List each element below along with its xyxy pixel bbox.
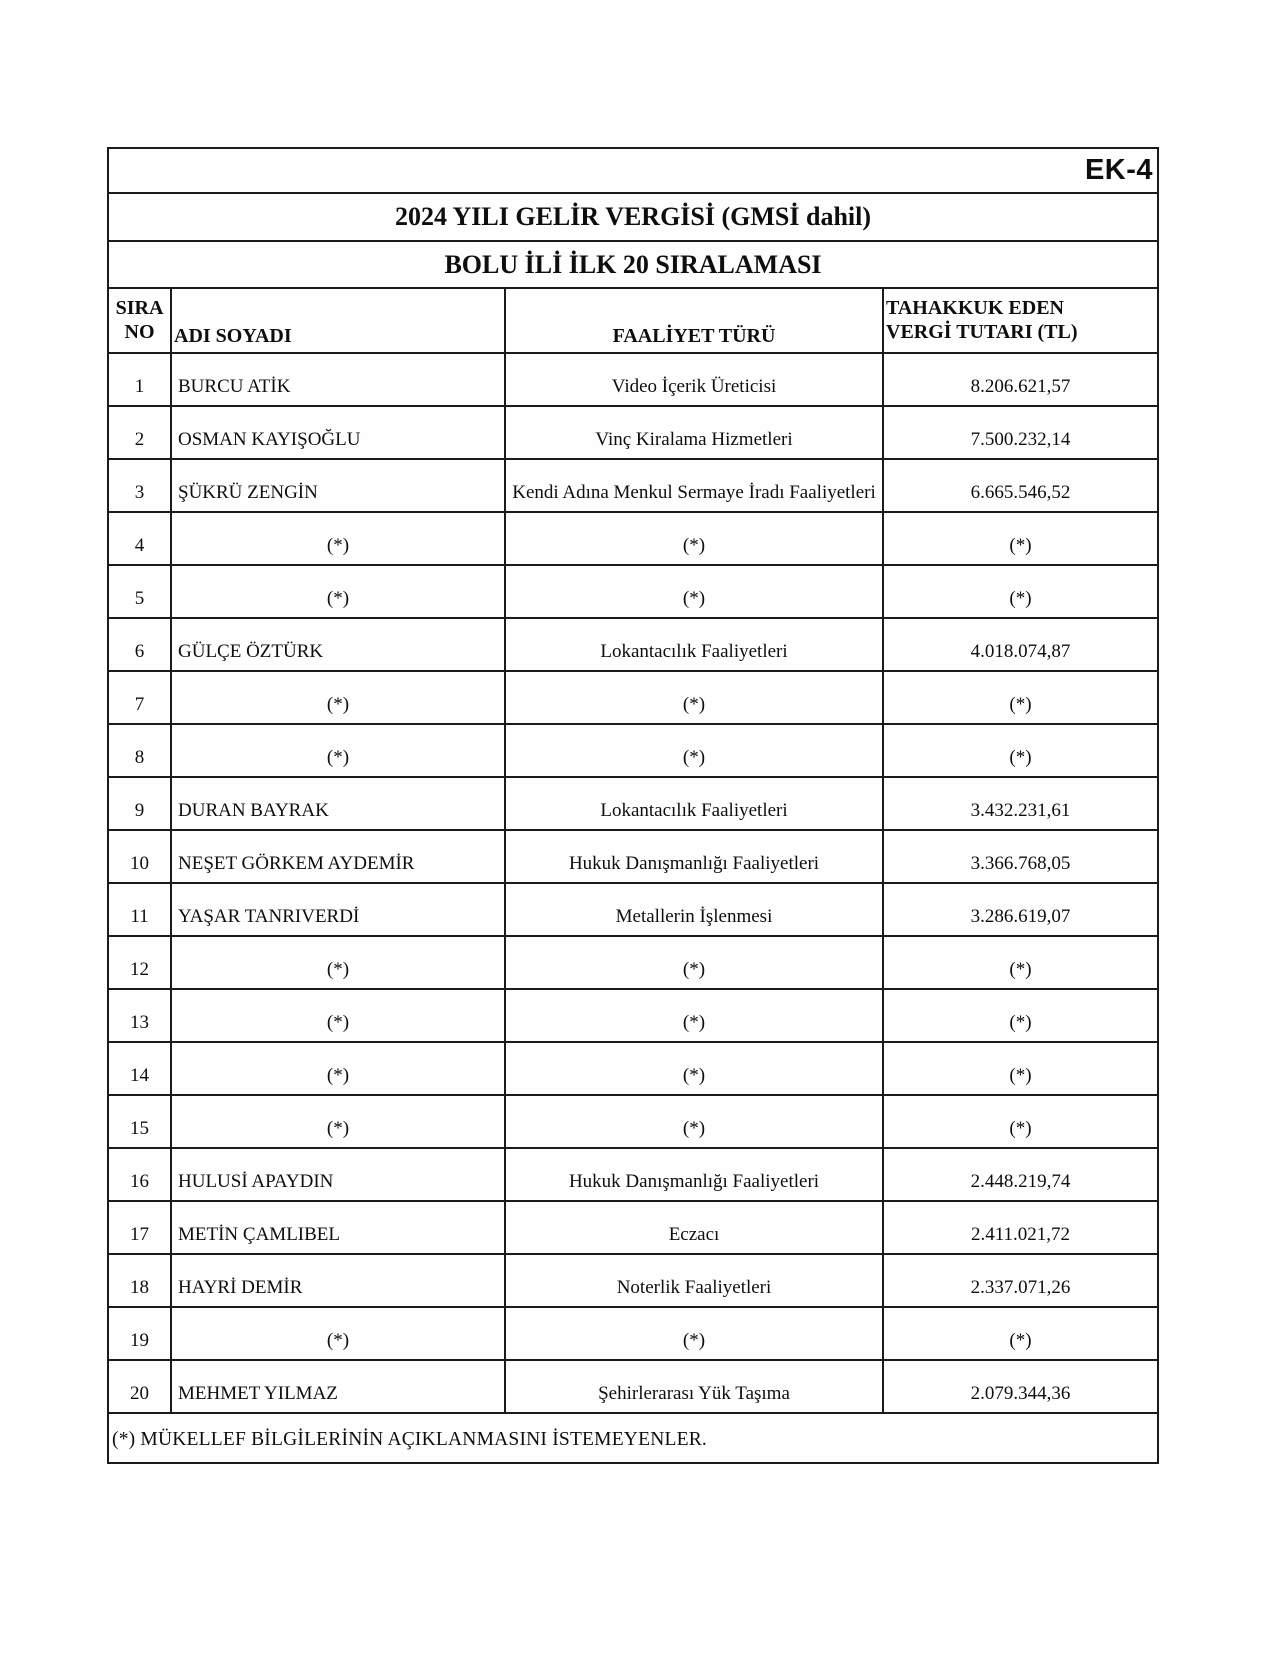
rank-cell: 12 (108, 936, 171, 989)
name-cell: METİN ÇAMLIBEL (171, 1201, 505, 1254)
activity-cell: (*) (505, 724, 883, 777)
rank-cell: 14 (108, 1042, 171, 1095)
column-header-adi-soyadi: ADI SOYADI (171, 288, 505, 353)
name-cell: (*) (171, 1042, 505, 1095)
rank-cell: 18 (108, 1254, 171, 1307)
table-row (108, 512, 1158, 565)
name-cell: (*) (171, 565, 505, 618)
amount-cell: (*) (883, 671, 1158, 724)
amount-cell: (*) (883, 1095, 1158, 1148)
name-cell: (*) (171, 724, 505, 777)
rank-cell: 16 (108, 1148, 171, 1201)
activity-cell: (*) (505, 512, 883, 565)
column-header-sira-no-line2: NO (124, 320, 155, 343)
table-header-row (108, 288, 1158, 353)
column-header-faaliyet-turu: FAALİYET TÜRÜ (505, 288, 883, 353)
table-row (108, 1148, 1158, 1201)
name-cell: HULUSİ APAYDIN (171, 1148, 505, 1201)
column-header-vergi-tutari-line2: VERGİ TUTARI (TL) (886, 320, 1078, 343)
title-row (108, 193, 1158, 241)
column-header-sira-no-line1: SIRA (115, 296, 164, 319)
table-row (108, 618, 1158, 671)
column-header-vergi-tutari (883, 288, 1158, 353)
amount-cell: 4.018.074,87 (883, 618, 1158, 671)
name-cell: ŞÜKRÜ ZENGİN (171, 459, 505, 512)
rank-cell: 1 (108, 353, 171, 406)
amount-cell: (*) (883, 989, 1158, 1042)
table-row (108, 671, 1158, 724)
rank-cell: 4 (108, 512, 171, 565)
amount-cell: (*) (883, 1042, 1158, 1095)
rank-cell: 8 (108, 724, 171, 777)
name-cell: (*) (171, 512, 505, 565)
activity-cell: Noterlik Faaliyetleri (505, 1254, 883, 1307)
activity-cell: Hukuk Danışmanlığı Faaliyetleri (505, 830, 883, 883)
amount-cell: 2.079.344,36 (883, 1360, 1158, 1413)
amount-cell: (*) (883, 936, 1158, 989)
activity-cell: Eczacı (505, 1201, 883, 1254)
rank-cell: 2 (108, 406, 171, 459)
activity-cell: (*) (505, 565, 883, 618)
table-row (108, 1042, 1158, 1095)
amount-cell: 3.366.768,05 (883, 830, 1158, 883)
amount-cell: (*) (883, 1307, 1158, 1360)
rank-cell: 9 (108, 777, 171, 830)
rank-cell: 20 (108, 1360, 171, 1413)
activity-cell: Kendi Adına Menkul Sermaye İradı Faaliyetleri (505, 459, 883, 512)
table-row (108, 1307, 1158, 1360)
page-subtitle: BOLU İLİ İLK 20 SIRALAMASI (108, 241, 1158, 288)
activity-cell: (*) (505, 1307, 883, 1360)
table-row (108, 353, 1158, 406)
rank-cell: 19 (108, 1307, 171, 1360)
amount-cell: 3.286.619,07 (883, 883, 1158, 936)
table-row (108, 830, 1158, 883)
rank-cell: 7 (108, 671, 171, 724)
name-cell: HAYRİ DEMİR (171, 1254, 505, 1307)
amount-cell: 2.337.071,26 (883, 1254, 1158, 1307)
amount-cell: 6.665.546,52 (883, 459, 1158, 512)
table-row (108, 724, 1158, 777)
activity-cell: Video İçerik Üreticisi (505, 353, 883, 406)
rank-cell: 3 (108, 459, 171, 512)
activity-cell: Lokantacılık Faaliyetleri (505, 777, 883, 830)
activity-cell: (*) (505, 671, 883, 724)
activity-cell: (*) (505, 1042, 883, 1095)
column-header-sira-no (108, 288, 171, 353)
table-row (108, 565, 1158, 618)
activity-cell: Hukuk Danışmanlığı Faaliyetleri (505, 1148, 883, 1201)
name-cell: DURAN BAYRAK (171, 777, 505, 830)
name-cell: GÜLÇE ÖZTÜRK (171, 618, 505, 671)
amount-cell: 8.206.621,57 (883, 353, 1158, 406)
activity-cell: Lokantacılık Faaliyetleri (505, 618, 883, 671)
amount-cell: 7.500.232,14 (883, 406, 1158, 459)
table-row (108, 936, 1158, 989)
name-cell: NEŞET GÖRKEM AYDEMİR (171, 830, 505, 883)
activity-cell: (*) (505, 1095, 883, 1148)
table-row (108, 883, 1158, 936)
table-row (108, 1095, 1158, 1148)
activity-cell: Vinç Kiralama Hizmetleri (505, 406, 883, 459)
activity-cell: (*) (505, 989, 883, 1042)
amount-cell: 2.448.219,74 (883, 1148, 1158, 1201)
subtitle-row (108, 241, 1158, 288)
annex-label: EK-4 (108, 148, 1158, 193)
table-row (108, 1201, 1158, 1254)
activity-cell: (*) (505, 936, 883, 989)
rank-cell: 11 (108, 883, 171, 936)
footnote: (*) MÜKELLEF BİLGİLERİNİN AÇIKLANMASINI İSTEMEYENLER. (108, 1413, 1158, 1463)
amount-cell: 3.432.231,61 (883, 777, 1158, 830)
name-cell: YAŞAR TANRIVERDİ (171, 883, 505, 936)
page-title: 2024 YILI GELİR VERGİSİ (GMSİ dahil) (108, 193, 1158, 241)
amount-cell: (*) (883, 724, 1158, 777)
amount-cell: (*) (883, 512, 1158, 565)
activity-cell: Metallerin İşlenmesi (505, 883, 883, 936)
table-row (108, 1360, 1158, 1413)
table-row (108, 459, 1158, 512)
rank-cell: 13 (108, 989, 171, 1042)
name-cell: (*) (171, 989, 505, 1042)
table-row (108, 777, 1158, 830)
name-cell: (*) (171, 1307, 505, 1360)
footnote-row (108, 1413, 1158, 1463)
rank-cell: 5 (108, 565, 171, 618)
amount-cell: (*) (883, 565, 1158, 618)
name-cell: (*) (171, 936, 505, 989)
name-cell: OSMAN KAYIŞOĞLU (171, 406, 505, 459)
name-cell: (*) (171, 671, 505, 724)
name-cell: (*) (171, 1095, 505, 1148)
rank-cell: 6 (108, 618, 171, 671)
tax-ranking-table (107, 147, 1159, 1464)
table-row (108, 989, 1158, 1042)
name-cell: BURCU ATİK (171, 353, 505, 406)
activity-cell: Şehirlerarası Yük Taşıma (505, 1360, 883, 1413)
table-row (108, 406, 1158, 459)
name-cell: MEHMET YILMAZ (171, 1360, 505, 1413)
column-header-vergi-tutari-line1: TAHAKKUK EDEN (886, 296, 1064, 319)
rank-cell: 10 (108, 830, 171, 883)
rank-cell: 17 (108, 1201, 171, 1254)
annex-label-row (108, 148, 1158, 193)
rank-cell: 15 (108, 1095, 171, 1148)
amount-cell: 2.411.021,72 (883, 1201, 1158, 1254)
table-row (108, 1254, 1158, 1307)
